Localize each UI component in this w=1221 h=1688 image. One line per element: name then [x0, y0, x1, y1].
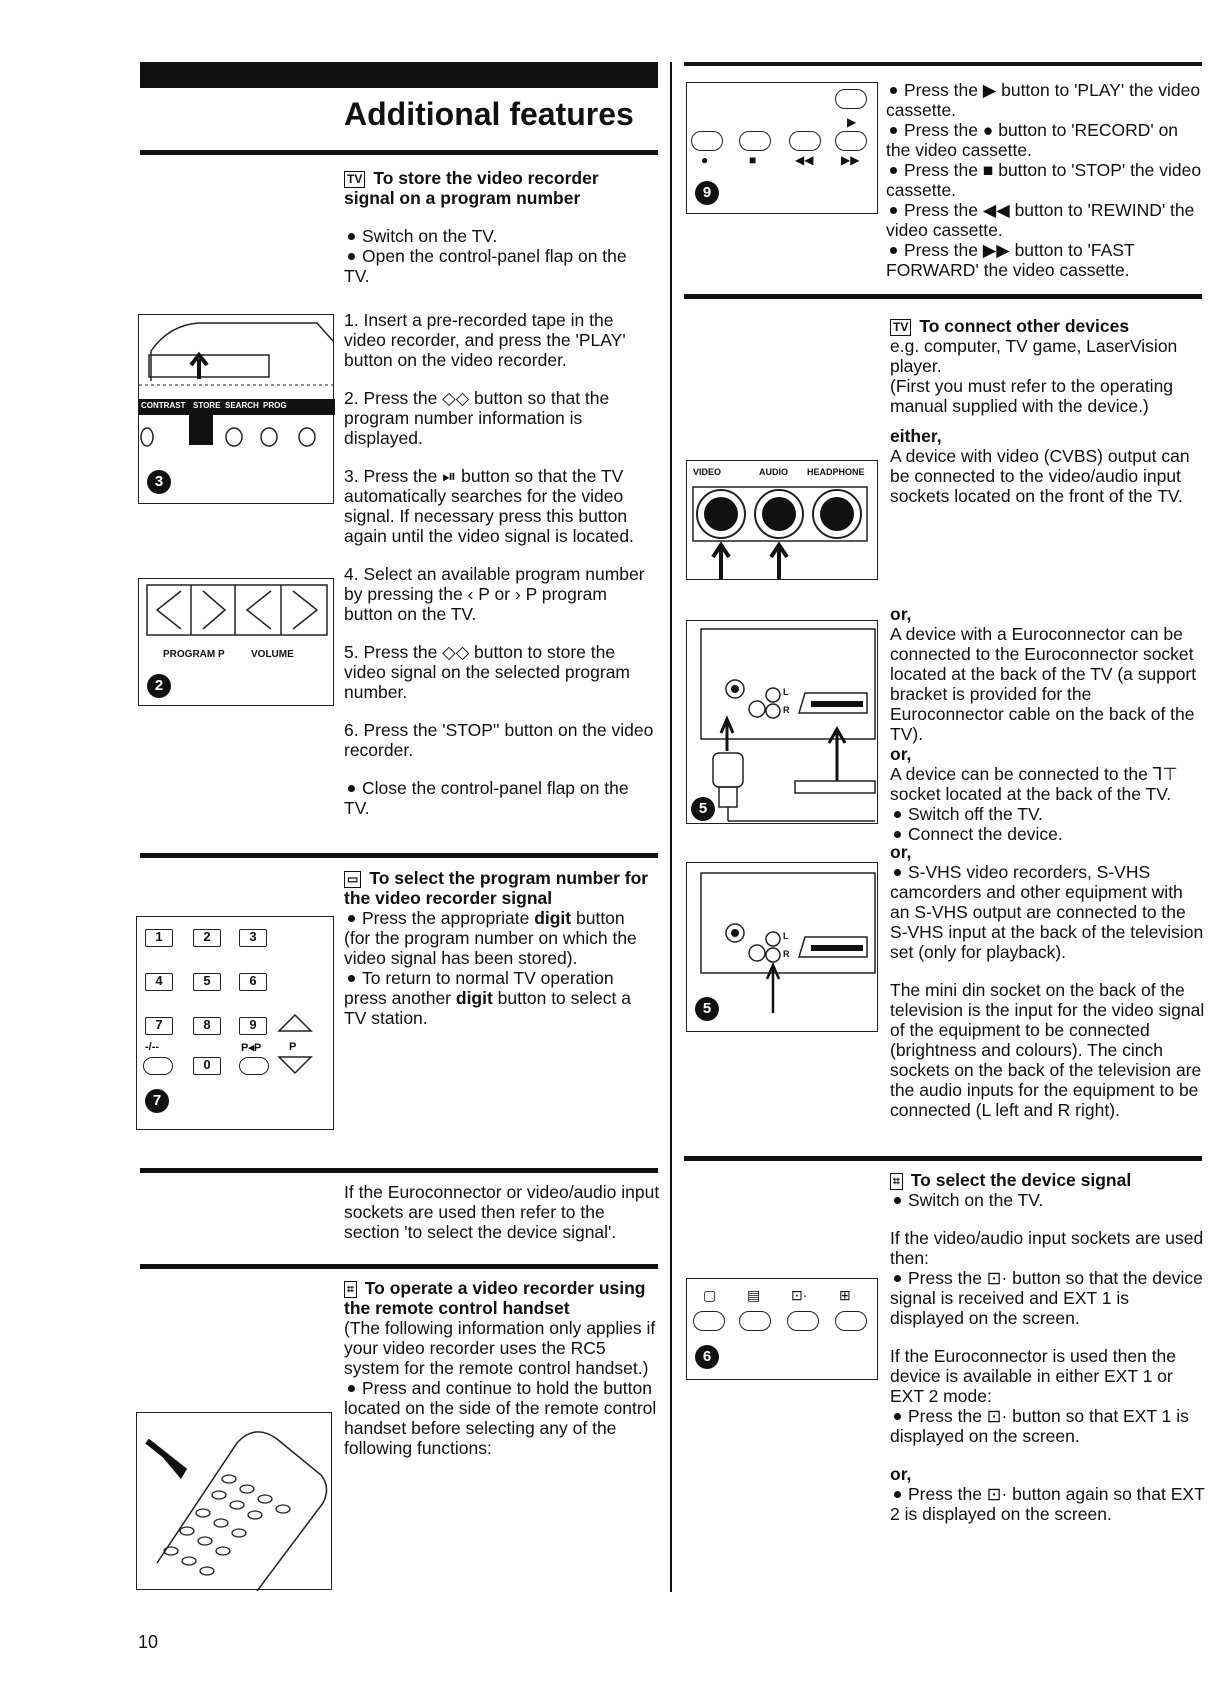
select-program-b2-post: button to select a TV station.: [344, 988, 631, 1028]
either-label: either,: [890, 426, 942, 446]
or-1-label: or,: [890, 604, 912, 624]
remote-icon: ▭: [344, 871, 361, 888]
figure-2-program-buttons: [138, 578, 334, 706]
key-6[interactable]: 6: [239, 973, 267, 991]
or-1-text: A device with a Euroconnector can be connected to the Euroconnector socket located at the back of the TV (a support bracket is provided for the Euroconnector cable on the back of the TV).: [890, 624, 1197, 744]
store-intro-1: Switch on the TV.: [362, 226, 498, 246]
figure-2-number: 2: [147, 674, 171, 698]
figure-7-number: 7: [145, 1089, 169, 1113]
select-program-b1-bold: digit: [534, 908, 572, 928]
store-steps: [344, 310, 654, 818]
device-signal-section: [890, 1170, 1206, 1524]
remote-icon: ⌗: [890, 1173, 903, 1190]
figure-6-number: 6: [695, 1345, 719, 1369]
play-button[interactable]: [835, 131, 867, 151]
select-program-b2-bold: digit: [455, 988, 493, 1008]
socket-drawing: [687, 481, 879, 581]
p-label: P: [289, 1041, 297, 1053]
divider: [140, 1264, 658, 1269]
figure-front-sockets: [686, 460, 878, 580]
key-0[interactable]: 0: [193, 1057, 221, 1075]
select-program-b2-pre: To return to normal TV operation press another: [344, 968, 614, 1008]
key-3[interactable]: 3: [239, 929, 267, 947]
store-step-4: 4. Select an available program number by pressing the ‹ P or › P program button on the TV.: [344, 564, 645, 624]
label-prog: PROG: [263, 401, 287, 410]
program-volume-buttons-drawing: [139, 579, 335, 639]
or-3-label: or,: [890, 842, 912, 862]
figure-3-number: 3: [147, 470, 171, 494]
connect-heading: To connect other devices: [919, 316, 1130, 336]
divider: [140, 853, 658, 858]
device-signal-heading: To select the device signal: [910, 1170, 1132, 1190]
or-2-label: or,: [890, 744, 912, 764]
vcr-fast-forward: Press the ▶▶ button to 'FAST FORWARD' the video cassette.: [886, 240, 1135, 280]
figure-remote-handset: [136, 1412, 332, 1590]
dash-button[interactable]: [143, 1057, 173, 1075]
figure-5-svhs-input: [686, 862, 878, 1032]
down-triangle-icon[interactable]: [275, 1053, 315, 1077]
key-8[interactable]: 8: [193, 1017, 221, 1035]
mini-din-text: The mini din socket on the back of the television is the input for the video signal of the equipment to be connected (brightness and colours). The cinch sockets on the back of the television are the audio inputs for the equipment to be connected (L left and R right).: [890, 980, 1205, 1120]
switch-off-tv: Switch off the TV.: [908, 804, 1043, 824]
device-signal-b4: Press the ⊡· button again so that EXT 2 is displayed on the screen.: [890, 1484, 1205, 1524]
page-title: Additional features: [344, 96, 634, 132]
column-divider: [670, 62, 672, 1592]
vcr-functions: [886, 80, 1206, 280]
device-signal-b1: Switch on the TV.: [908, 1190, 1044, 1210]
divider: [684, 294, 1202, 299]
euro-note: If the Euroconnector or video/audio input sockets are used then refer to the section 'to select the device signal'.: [344, 1182, 660, 1242]
key-1[interactable]: 1: [145, 929, 173, 947]
divider: [140, 1168, 658, 1173]
operate-section: [344, 1278, 660, 1458]
av-input-icon: ⊡·: [791, 1287, 808, 1303]
vcr-stop: Press the ■ button to 'STOP' the video cassette.: [886, 160, 1202, 200]
select-program-section: [344, 868, 654, 1028]
audio-label: AUDIO: [759, 467, 788, 477]
remote-button-2[interactable]: [739, 1311, 771, 1331]
store-section: [344, 168, 644, 286]
select-program-b1-pre: Press the appropriate: [362, 908, 535, 928]
rewind-icon: ◀◀: [795, 153, 814, 167]
pp-button[interactable]: [239, 1057, 269, 1075]
divider: [684, 1156, 1202, 1161]
euro-connect: [890, 604, 1206, 844]
left-socket-label: L: [783, 687, 789, 697]
record-button[interactable]: [691, 131, 723, 151]
label-store: STORE: [193, 401, 221, 410]
store-step-1: 1. Insert a pre-recorded tape in the video recorder, and press the 'PLAY' button on the video recorder.: [344, 310, 626, 370]
svhs-text: S-VHS video recorders, S-VHS camcorders and other equipment with an S-VHS output are connected to the S-VHS input at the back of the television set (only for playback).: [890, 862, 1204, 962]
or-2-text: A device can be connected to the ⅂⊤ socket located at the back of the TV.: [890, 764, 1178, 804]
svhs-section: [890, 842, 1206, 1120]
tv-icon: TV: [344, 171, 365, 188]
remote-icon: ⌗: [344, 1281, 357, 1298]
tv-icon: TV: [890, 319, 911, 336]
connect-line-1: e.g. computer, TV game, LaserVision player.: [890, 336, 1178, 376]
connect-line-2: (First you must refer to the operating manual supplied with the device.): [890, 376, 1174, 416]
fast-forward-icon: ▶▶: [841, 153, 860, 167]
figure-9-number: 9: [695, 181, 719, 205]
connect-device: Connect the device.: [908, 824, 1063, 844]
remote-button-4[interactable]: [835, 1311, 867, 1331]
square-icon: ▢: [703, 1287, 717, 1303]
rear-panel-drawing: [687, 621, 879, 825]
play-icon: ▶: [847, 115, 857, 129]
pp-label: P◂P: [241, 1042, 262, 1054]
device-signal-p1: If the video/audio input sockets are used then:: [890, 1228, 1204, 1268]
remote-handset-drawing: [137, 1413, 333, 1591]
plus-box-icon: ⊞: [839, 1287, 851, 1303]
device-signal-or: or,: [890, 1464, 912, 1484]
left-socket-label: L: [783, 931, 789, 941]
label-search: SEARCH: [225, 401, 259, 410]
divider: [140, 150, 658, 155]
either-text: A device with video (CVBS) output can be connected to the video/audio input sockets located on the front of the TV.: [890, 446, 1190, 506]
key-2[interactable]: 2: [193, 929, 221, 947]
header-black-bar: [140, 62, 658, 88]
device-signal-p2: If the Euroconnector is used then the device is available in either EXT 1 or EXT 2 mode:: [890, 1346, 1177, 1406]
av-input-button[interactable]: [787, 1311, 819, 1331]
vcr-top-button[interactable]: [835, 89, 867, 109]
record-icon: ●: [701, 153, 709, 167]
up-triangle-icon[interactable]: [275, 1011, 315, 1035]
figure-5-number: 5: [695, 997, 719, 1021]
key-9[interactable]: 9: [239, 1017, 267, 1035]
video-label: VIDEO: [693, 467, 722, 477]
figure-3-control-panel: [138, 314, 334, 504]
store-heading: To store the video recorder signal on a program number: [344, 168, 599, 208]
select-program-b1-post: button (for the program number on which the video signal has been stored).: [344, 908, 637, 968]
dash-dash-label: -/--: [145, 1041, 160, 1053]
stop-icon: ■: [749, 153, 757, 167]
volume-label: VOLUME: [251, 649, 294, 660]
stop-button[interactable]: [739, 131, 771, 151]
divider: [684, 62, 1202, 66]
store-outro: Close the control-panel flap on the TV.: [344, 778, 629, 818]
store-step-2: 2. Press the ◇◇ button so that the program number information is displayed.: [344, 388, 610, 448]
vcr-play: Press the ▶ button to 'PLAY' the video cassette.: [886, 80, 1201, 120]
page-number: 10: [138, 1632, 159, 1652]
figure-6-remote-buttons: [686, 1278, 878, 1380]
device-signal-b3: Press the ⊡· button so that EXT 1 is displayed on the screen.: [890, 1406, 1189, 1446]
select-program-heading: To select the program number for the video recorder signal: [344, 868, 649, 908]
device-signal-b2: Press the ⊡· button so that the device signal is received and EXT 1 is displayed on the screen.: [890, 1268, 1203, 1328]
remote-button-1[interactable]: [693, 1311, 725, 1331]
program-p-label: PROGRAM P: [163, 649, 225, 660]
label-contrast: CONTRAST: [141, 401, 186, 410]
connect-section: [890, 316, 1206, 506]
store-step-6: 6. Press the 'STOP'' button on the video recorder.: [344, 720, 654, 760]
key-7[interactable]: 7: [145, 1017, 173, 1035]
right-socket-label: R: [783, 949, 790, 959]
teletext-icon: ▤: [747, 1287, 761, 1303]
key-5[interactable]: 5: [193, 973, 221, 991]
store-intro-2: Open the control-panel flap on the TV.: [344, 246, 627, 286]
right-socket-label: R: [783, 705, 790, 715]
vcr-record: Press the ● button to 'RECORD' on the video cassette.: [886, 120, 1179, 160]
operate-heading: To operate a video recorder using the remote control handset: [344, 1278, 646, 1318]
figure-5-number: 5: [691, 797, 715, 821]
rewind-button[interactable]: [789, 131, 821, 151]
headphone-label: HEADPHONE: [807, 467, 865, 477]
store-step-5: 5. Press the ◇◇ button to store the video signal on the selected program number.: [344, 642, 631, 702]
key-4[interactable]: 4: [145, 973, 173, 991]
operate-note: (The following information only applies if your video recorder uses the RC5 system for the remote control handset.): [344, 1318, 656, 1378]
vcr-rewind: Press the ◀◀ button to 'REWIND' the video cassette.: [886, 200, 1195, 240]
figure-9-vcr-buttons: [686, 82, 878, 214]
figure-5-rear-euroconnector: [686, 620, 878, 824]
figure-7-keypad: [136, 916, 334, 1130]
store-step-3: 3. Press the ⏯ button so that the TV automatically searches for the video signal. If necessary press this button again until the video signal is located.: [344, 466, 634, 546]
operate-bullet: Press and continue to hold the button located on the side of the remote control handset before selecting any of the following functions:: [344, 1378, 657, 1458]
